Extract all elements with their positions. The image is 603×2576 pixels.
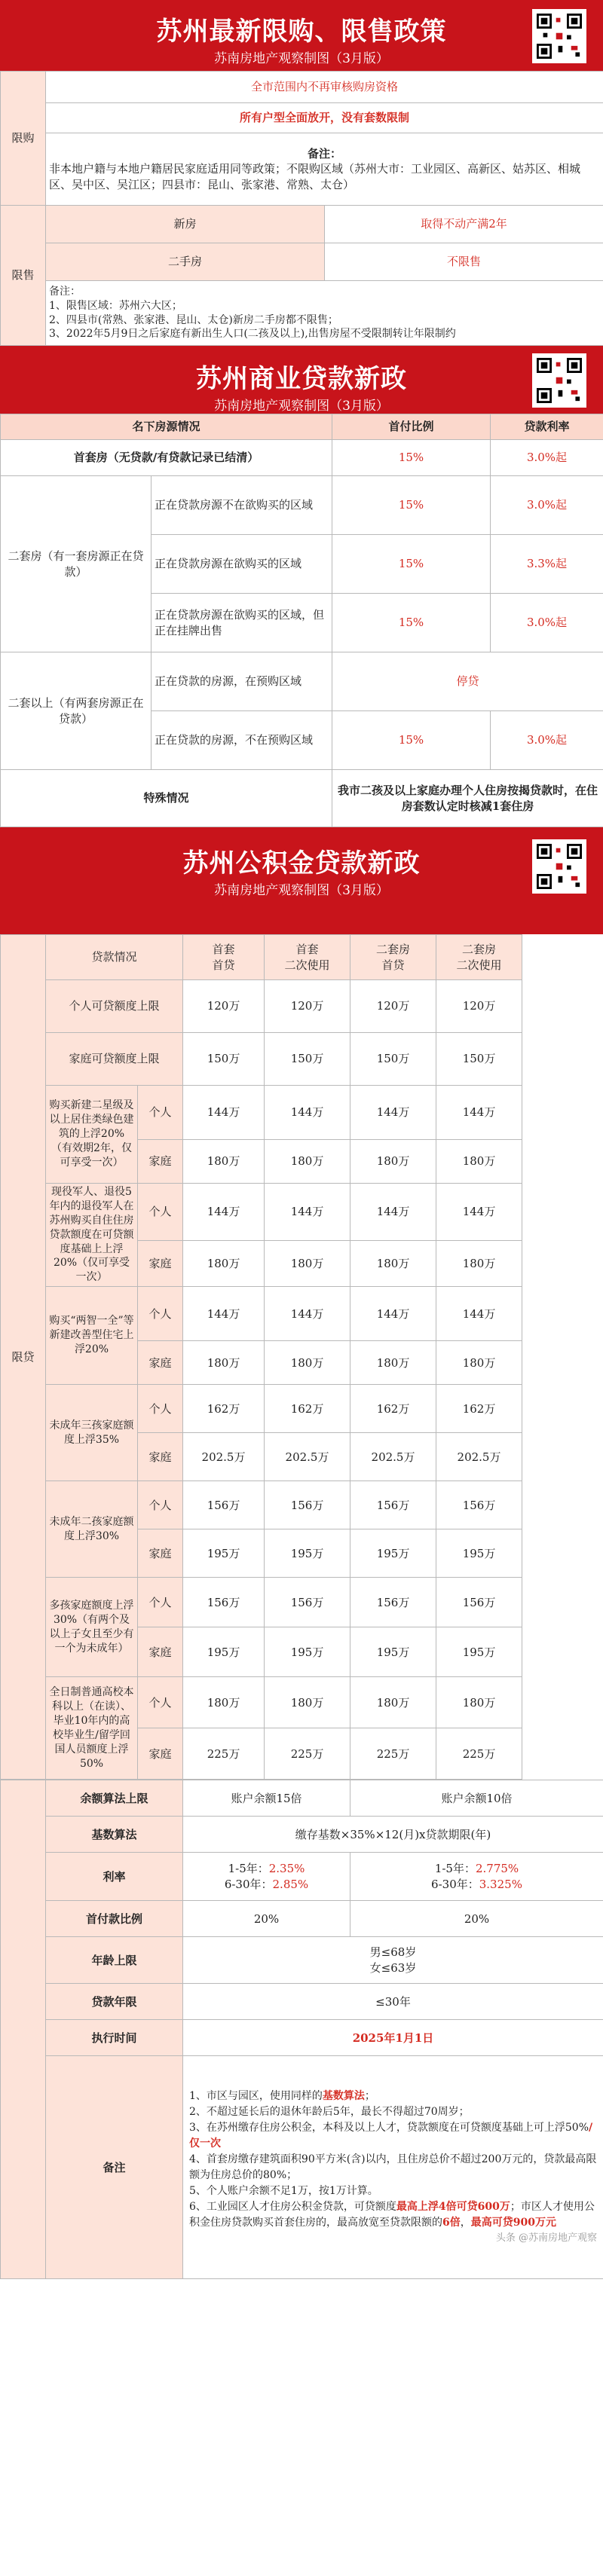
fund-group-label: 未成年二孩家庭额度上浮30% <box>46 1481 138 1578</box>
down-a: 20% <box>183 1901 350 1937</box>
cell-value: 156万 <box>265 1481 350 1529</box>
sale-note-line: 3、2022年5月9日之后家庭有新出生人口(二孩及以上),出售房屋不受限制转让年限制约 <box>49 328 456 341</box>
cell-value: 162万 <box>265 1385 350 1433</box>
cell-value: 180万 <box>436 1677 522 1728</box>
purchase-note <box>46 133 603 206</box>
cell-value: 180万 <box>183 1677 265 1728</box>
cell-value: 144万 <box>350 1184 436 1241</box>
remark-highlight: 6倍 <box>442 2217 461 2229</box>
remark-text: 3、在苏州缴存住房公积金，本科及以上人才，贷款额度在可贷额度基础上可上浮50% <box>189 2122 589 2134</box>
header-banner-commercial <box>0 346 603 414</box>
cell-value: 144万 <box>183 1184 265 1241</box>
remark-line: 2、不超过延长后的退休年龄后5年，最长不得超过70周岁； <box>189 2106 470 2119</box>
cell-value: 144万 <box>265 1184 350 1241</box>
cell-value: 195万 <box>350 1529 436 1578</box>
cell-value: 144万 <box>436 1184 522 1241</box>
balance-a: 账户余额15倍 <box>183 1780 350 1817</box>
banner-title: 苏州公积金贷款新政 <box>182 848 421 879</box>
header-banner-policy <box>0 0 603 71</box>
cell-value: 202.5万 <box>350 1433 436 1481</box>
first-home-rate: 3.0%起 <box>491 440 603 476</box>
fund-row-kind: 个人 <box>138 1086 183 1140</box>
third-home-ratio: 15% <box>332 711 491 770</box>
cell-value: 202.5万 <box>183 1433 265 1481</box>
cell-value: 144万 <box>183 1287 265 1341</box>
fund-group-label: 全日制普通高校本科以上（在读）、毕业10年内的高校毕业生/留学回国人员额度上浮50% <box>46 1677 138 1780</box>
fund-row-kind: 家庭 <box>138 1728 183 1780</box>
base-value: 缴存基数×35%×12(月)x贷款期限(年) <box>183 1817 603 1853</box>
term-label: 贷款年限 <box>46 1984 183 2020</box>
rate-term: 1-5年： <box>434 1862 476 1876</box>
third-home-rate: 3.0%起 <box>491 711 603 770</box>
special-value: 我市二孩及以上家庭办理个人住房按揭贷款时，在住房套数认定时核减1套住房 <box>332 770 603 827</box>
col-header: 首套 首贷 <box>183 935 265 980</box>
cell-value: 195万 <box>436 1529 522 1578</box>
second-home-desc: 正在贷款房源不在欲购买的区域 <box>152 476 332 535</box>
rate-value: 3.325% <box>479 1877 522 1891</box>
fund-group-label: 购买“两智一全”等新建改善型住宅上浮20% <box>46 1287 138 1385</box>
second-home-rate: 3.0%起 <box>491 594 603 652</box>
second-home-desc: 正在贷款房源在欲购买的区域 <box>152 535 332 594</box>
cell-value: 225万 <box>350 1728 436 1780</box>
second-home-rate: 3.3%起 <box>491 535 603 594</box>
remark-line <box>189 2199 597 2231</box>
watermark: 头条 @苏南房地产观察 <box>495 2232 597 2244</box>
remark-text: ； <box>364 2090 375 2103</box>
cell-value: 156万 <box>265 1578 350 1627</box>
fund-row-kind: 家庭 <box>138 1341 183 1385</box>
header-banner-fund <box>0 827 603 906</box>
third-home-desc: 正在贷款的房源，不在预购区域 <box>152 711 332 770</box>
fund-extra-table <box>0 1780 603 2279</box>
purchase-sale-table <box>0 71 603 346</box>
fund-row-kind: 家庭 <box>138 1627 183 1677</box>
qr-code-icon <box>532 9 586 63</box>
cell-value: 180万 <box>350 1341 436 1385</box>
fund-group-label: 购买新建二星级及以上居住类绿色建筑的上浮20%（有效期2年，仅可享受一次） <box>46 1086 138 1184</box>
banner-title: 苏州最新限购、限售政策 <box>156 17 447 47</box>
side-blank <box>1 1780 46 2279</box>
sale-new-label: 新房 <box>46 206 325 243</box>
down-label: 首付款比例 <box>46 1901 183 1937</box>
qr-code-icon <box>532 353 586 408</box>
sale-second-label: 二手房 <box>46 243 325 281</box>
second-home-ratio: 15% <box>332 535 491 594</box>
cell-value: 180万 <box>183 1341 265 1385</box>
banner-subtitle: 苏南房地产观察制图（3月版） <box>214 883 389 898</box>
cell-value: 195万 <box>265 1627 350 1677</box>
remark-body <box>183 2056 603 2279</box>
remark-highlight: 基数算法 <box>322 2090 365 2103</box>
cell-value: 156万 <box>436 1481 522 1529</box>
cell-value: 180万 <box>350 1241 436 1287</box>
banner-spacer <box>0 906 603 934</box>
fund-row-kind: 个人 <box>138 1677 183 1728</box>
col-header: 二套房 二次使用 <box>436 935 522 980</box>
cell-value: 144万 <box>350 1287 436 1341</box>
banner-subtitle: 苏南房地产观察制图（3月版） <box>214 51 389 66</box>
cell-value: 156万 <box>350 1481 436 1529</box>
cell-value: 195万 <box>350 1627 436 1677</box>
cell-value: 180万 <box>183 1140 265 1184</box>
second-home-desc: 正在贷款房源在欲购买的区域，但正在挂牌出售 <box>152 594 332 652</box>
fund-group-label: 未成年三孩家庭额度上浮35% <box>46 1385 138 1481</box>
cell-value: 162万 <box>436 1385 522 1433</box>
remark-line: 4、首套房缴存建筑面积90平方米(含)以内，且住房总价不超过200万元的，贷款最高限额为住房总价的80%； <box>189 2153 597 2182</box>
cell-value: 144万 <box>265 1287 350 1341</box>
fund-side-label: 限贷 <box>1 935 46 1780</box>
third-home-desc: 正在贷款的房源，在预购区域 <box>152 652 332 711</box>
cell-value: 156万 <box>350 1578 436 1627</box>
rate-b <box>350 1853 603 1901</box>
family-limit-label: 家庭可贷额度上限 <box>46 1033 183 1086</box>
purchase-side-label: 限购 <box>1 72 46 206</box>
cell-value: 225万 <box>436 1728 522 1780</box>
cell-value: 120万 <box>265 980 350 1033</box>
fund-row-kind: 家庭 <box>138 1241 183 1287</box>
age-male: 男≤68岁 <box>369 1945 417 1960</box>
cell-value: 162万 <box>350 1385 436 1433</box>
cell-value: 120万 <box>350 980 436 1033</box>
third-home-label: 二套以上（有两套房源正在贷款） <box>1 652 152 770</box>
fund-row-kind: 家庭 <box>138 1529 183 1578</box>
fund-row-kind: 家庭 <box>138 1140 183 1184</box>
rate-term: 6-30年： <box>431 1877 479 1891</box>
rate-value: 2.775% <box>475 1862 519 1876</box>
age-label: 年龄上限 <box>46 1937 183 1984</box>
cell-value: 225万 <box>265 1728 350 1780</box>
cell-value: 144万 <box>265 1086 350 1140</box>
remark-text: 6、工业园区人才住房公积金贷款，可贷额度 <box>189 2201 396 2214</box>
second-home-label: 二套房（有一套房源正在贷款） <box>1 476 152 652</box>
cell-value: 156万 <box>436 1578 522 1627</box>
rate-term: 6-30年： <box>224 1877 273 1891</box>
remark-line: 5、个人账户余额不足1万，按1万计算。 <box>189 2185 378 2198</box>
cell-value: 180万 <box>183 1241 265 1287</box>
sale-side-label: 限售 <box>1 206 46 346</box>
rate-label: 利率 <box>46 1853 183 1901</box>
second-home-ratio: 15% <box>332 476 491 535</box>
cell-value: 150万 <box>265 1033 350 1086</box>
cell-value: 156万 <box>183 1481 265 1529</box>
rate-value: 2.35% <box>268 1862 305 1876</box>
cell-value: 120万 <box>183 980 265 1033</box>
balance-label: 余额算法上限 <box>46 1780 183 1817</box>
purchase-note-title: 备注： <box>308 147 342 161</box>
cell-value: 144万 <box>183 1086 265 1140</box>
col-header: 名下房源情况 <box>1 414 332 440</box>
cell-value: 195万 <box>183 1529 265 1578</box>
cell-value: 180万 <box>436 1140 522 1184</box>
cell-value: 150万 <box>350 1033 436 1086</box>
commercial-loan-table <box>0 414 603 827</box>
sale-note-line: 1、限售区域：苏州六大区； <box>49 299 182 312</box>
personal-limit-label: 个人可贷额度上限 <box>46 980 183 1033</box>
col-header: 首套 二次使用 <box>265 935 350 980</box>
cell-value: 120万 <box>436 980 522 1033</box>
cell-value: 180万 <box>265 1241 350 1287</box>
fund-row-kind: 个人 <box>138 1481 183 1529</box>
cell-value: 150万 <box>436 1033 522 1086</box>
first-home-ratio: 15% <box>332 440 491 476</box>
fund-loan-table <box>0 934 603 1780</box>
term-value: ≤30年 <box>183 1984 603 2020</box>
cell-value: 180万 <box>265 1140 350 1184</box>
first-home-label: 首套房（无贷款/有贷款记录已结清） <box>1 440 332 476</box>
remark-text: ， <box>460 2217 471 2229</box>
fund-group-label: 多孩家庭额度上浮30%（有两个及以上子女且至少有一个为未成年） <box>46 1578 138 1677</box>
remark-highlight: 可贷600万 <box>456 2201 510 2214</box>
cell-value: 195万 <box>436 1627 522 1677</box>
cell-value: 202.5万 <box>436 1433 522 1481</box>
cell-value: 195万 <box>265 1529 350 1578</box>
sale-new-value: 取得不动产满2年 <box>325 206 603 243</box>
purchase-row2: 所有户型全面放开，没有套数限制 <box>46 103 603 133</box>
rate-term: 1-5年： <box>228 1862 269 1876</box>
remark-highlight: 最高可贷900万元 <box>470 2217 556 2229</box>
special-label: 特殊情况 <box>1 770 332 827</box>
second-home-rate: 3.0%起 <box>491 476 603 535</box>
remark-label: 备注 <box>46 2056 183 2279</box>
remark-text: 1、市区与园区，使用同样的 <box>189 2090 323 2103</box>
purchase-note-text: 非本地户籍与本地户籍居民家庭适用同等政策；不限购区域（苏州大市：工业园区、高新区、姑苏区、相城区、吴中区、吴江区；四县市：昆山、张家港、常熟、太仓） <box>49 162 581 191</box>
cell-value: 195万 <box>183 1627 265 1677</box>
col-header: 贷款利率 <box>491 414 603 440</box>
remark-line <box>189 2089 597 2104</box>
age-value <box>183 1937 603 1984</box>
cell-value: 180万 <box>350 1140 436 1184</box>
cell-value: 144万 <box>350 1086 436 1140</box>
second-home-ratio: 15% <box>332 594 491 652</box>
cell-value: 180万 <box>265 1341 350 1385</box>
remark-text: ；市区人才使用公积金住房贷款购买首套住房的，最高放宽至贷款限额的 <box>189 2201 595 2229</box>
fund-group-label: 现役军人、退役5年内的退役军人在苏州购买自住住房贷款额度在可贷额度基础上上浮20%（仅可享受一次） <box>46 1184 138 1287</box>
cell-value: 225万 <box>183 1728 265 1780</box>
base-label: 基数算法 <box>46 1817 183 1853</box>
col-header: 二套房 首贷 <box>350 935 436 980</box>
sale-note <box>46 281 603 346</box>
remark-highlight: /仅一次 <box>189 2122 593 2150</box>
sale-second-value: 不限售 <box>325 243 603 281</box>
col-header: 首付比例 <box>332 414 491 440</box>
cell-value: 144万 <box>436 1287 522 1341</box>
down-b: 20% <box>350 1901 603 1937</box>
cell-value: 144万 <box>436 1086 522 1140</box>
exec-value: 2025年1月1日 <box>183 2020 603 2056</box>
qr-code-icon <box>532 839 586 894</box>
cell-value: 162万 <box>183 1385 265 1433</box>
fund-row-kind: 个人 <box>138 1578 183 1627</box>
sale-note-line: 2、四县市(常熟、张家港、昆山、太仓)新房二手房都不限售； <box>49 313 338 326</box>
rate-a <box>183 1853 350 1901</box>
col-header: 贷款情况 <box>46 935 183 980</box>
cell-value: 180万 <box>265 1677 350 1728</box>
cell-value: 150万 <box>183 1033 265 1086</box>
remark-line <box>189 2120 597 2152</box>
cell-value: 180万 <box>436 1341 522 1385</box>
banner-title: 苏州商业贷款新政 <box>196 364 407 394</box>
cell-value: 202.5万 <box>265 1433 350 1481</box>
third-home-stop: 停贷 <box>332 652 603 711</box>
fund-row-kind: 家庭 <box>138 1433 183 1481</box>
fund-row-kind: 个人 <box>138 1287 183 1341</box>
remark-highlight: 最高上浮4倍 <box>396 2201 457 2214</box>
rate-value: 2.85% <box>272 1877 309 1891</box>
sale-note-line: 备注： <box>49 285 81 298</box>
purchase-row1: 全市范围内不再审核购房资格 <box>46 72 603 103</box>
cell-value: 180万 <box>436 1241 522 1287</box>
age-female: 女≤63岁 <box>369 1960 417 1975</box>
balance-b: 账户余额10倍 <box>350 1780 603 1817</box>
fund-row-kind: 个人 <box>138 1184 183 1241</box>
cell-value: 156万 <box>183 1578 265 1627</box>
cell-value: 180万 <box>350 1677 436 1728</box>
fund-row-kind: 个人 <box>138 1385 183 1433</box>
exec-label: 执行时间 <box>46 2020 183 2056</box>
banner-subtitle: 苏南房地产观察制图（3月版） <box>214 399 389 414</box>
